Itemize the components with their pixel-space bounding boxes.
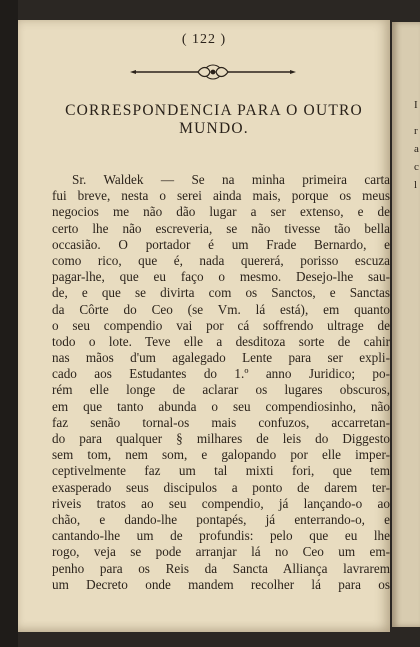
text-line: da Côrte do Ceo (se Vm. lá está), em quanto: [52, 301, 390, 317]
ornamental-rule-icon: [130, 64, 296, 80]
facing-page-fragment: r: [414, 125, 418, 137]
facing-page-fragment: l: [414, 179, 418, 191]
text-line: nas mãos d'um agalegado Lente para ser expli-: [52, 350, 390, 366]
text-line: ceptivelmente faz um tal mixti fori, que tem: [52, 463, 390, 479]
text-line: negocios me não dão lugar a ser extenso, e de: [52, 204, 390, 220]
text-line: chão, e dando-lhe pontapés, já enterrando-o, e: [52, 511, 390, 527]
text-line: rém elle longe de aclarar os lugares obscuros,: [52, 382, 390, 398]
text-line: certo lhe não escreveria, se não tivesse tão bella: [52, 220, 390, 236]
facing-page-edge: [392, 22, 420, 627]
heading-line: MUNDO.: [179, 120, 249, 137]
text-line: como rico, que é, nada quererá, porisso escuza: [52, 252, 390, 268]
text-line: de, e que se divirta com os Sanctos, e Sanctas: [52, 285, 390, 301]
heading-line: CORRESPONDENCIA PARA O OUTRO: [65, 102, 363, 119]
text-line: todo o lote. Teve elle a desditoza sorte de cahir: [52, 333, 390, 349]
text-line: penho para os Reis da Sancta Alliança lavrarem: [52, 560, 390, 576]
text-line: exasperado seus discipulos a ponto de darem ter-: [52, 479, 390, 495]
article-heading: [54, 102, 374, 138]
text-line: do para qualquer § milhares de leis do Diggesto: [52, 431, 390, 446]
text-line: rogo, veja se pode arranjar lá no Ceo um em-: [52, 544, 390, 560]
binding-edge: [0, 0, 18, 647]
text-line: faz senão tornal-os mais confuzos, accarretan-: [52, 414, 390, 430]
text-line: o seu compendio vai por cá soffrendo ultrage de: [52, 317, 390, 333]
facing-page-fragment: I: [414, 99, 418, 111]
facing-page-fragment: a: [414, 143, 419, 155]
body-text: [52, 172, 390, 593]
text-line: occasião. O portador é um Frade Bernardo, e: [52, 236, 390, 252]
text-line: sem tom, nem som, e galopando por elle imper-: [52, 447, 390, 463]
text-line: fui breve, nesta o serei ainda mais, porque os meus: [52, 188, 390, 204]
facing-page-fragment: c: [414, 161, 419, 173]
page-number: ( 122 ): [181, 32, 227, 47]
text-line: cado aos Estudantes do 1.º anno Juridico; po-: [52, 366, 390, 382]
text-line: um Decreto onde mandem recolher lá para os: [52, 576, 390, 592]
text-line: cantando-lhe um de profundis: pelo que eu lhe: [52, 528, 390, 544]
text-line: em que tanto abunda o seu compendiosinho, não: [52, 398, 390, 414]
book-page: [18, 20, 390, 632]
text-line: pagar-lhe, que eu faço o mesmo. Desejo-lhe sau-: [52, 269, 390, 285]
text-line: Sr. Waldek — Se na minha primeira carta: [72, 172, 390, 187]
text-line: riveis tratos ao seu compendio, já lançando-o ao: [52, 495, 390, 511]
